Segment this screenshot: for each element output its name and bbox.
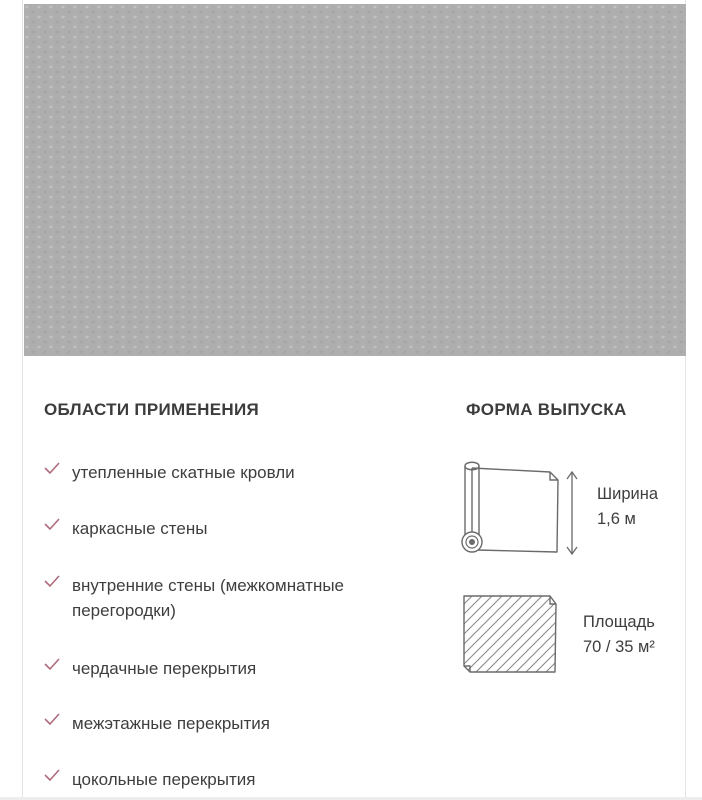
application-text: цокольные перекрытия xyxy=(72,770,256,789)
check-icon xyxy=(44,768,60,782)
form-heading: ФОРМА ВЫПУСКА xyxy=(466,400,627,419)
material-texture-sample xyxy=(24,4,686,356)
roll-icon xyxy=(460,458,586,558)
double-arrow-vertical-icon xyxy=(567,472,577,554)
check-icon xyxy=(44,712,60,726)
area-value: 70 / 35 м² xyxy=(583,638,655,656)
application-text: чердачные перекрытия xyxy=(72,659,257,678)
application-text: межэтажные перекрытия xyxy=(72,714,270,733)
check-icon xyxy=(44,574,60,588)
width-spec xyxy=(597,482,658,532)
application-text: каркасные стены xyxy=(72,519,208,538)
width-label: Ширина xyxy=(597,485,659,503)
application-text: утепленные скатные кровли xyxy=(72,463,295,482)
width-value: 1,6 м xyxy=(597,510,636,528)
area-label: Площадь xyxy=(583,613,655,631)
hatched-area-icon xyxy=(462,592,566,676)
applications-heading: ОБЛАСТИ ПРИМЕНЕНИЯ xyxy=(44,400,259,419)
check-icon xyxy=(44,657,60,671)
application-text: внутренние стены (межкомнатные перегородки) xyxy=(72,576,345,620)
check-icon xyxy=(44,517,60,531)
check-icon xyxy=(44,461,60,475)
area-spec xyxy=(583,610,655,660)
frame-left-border xyxy=(22,0,23,800)
